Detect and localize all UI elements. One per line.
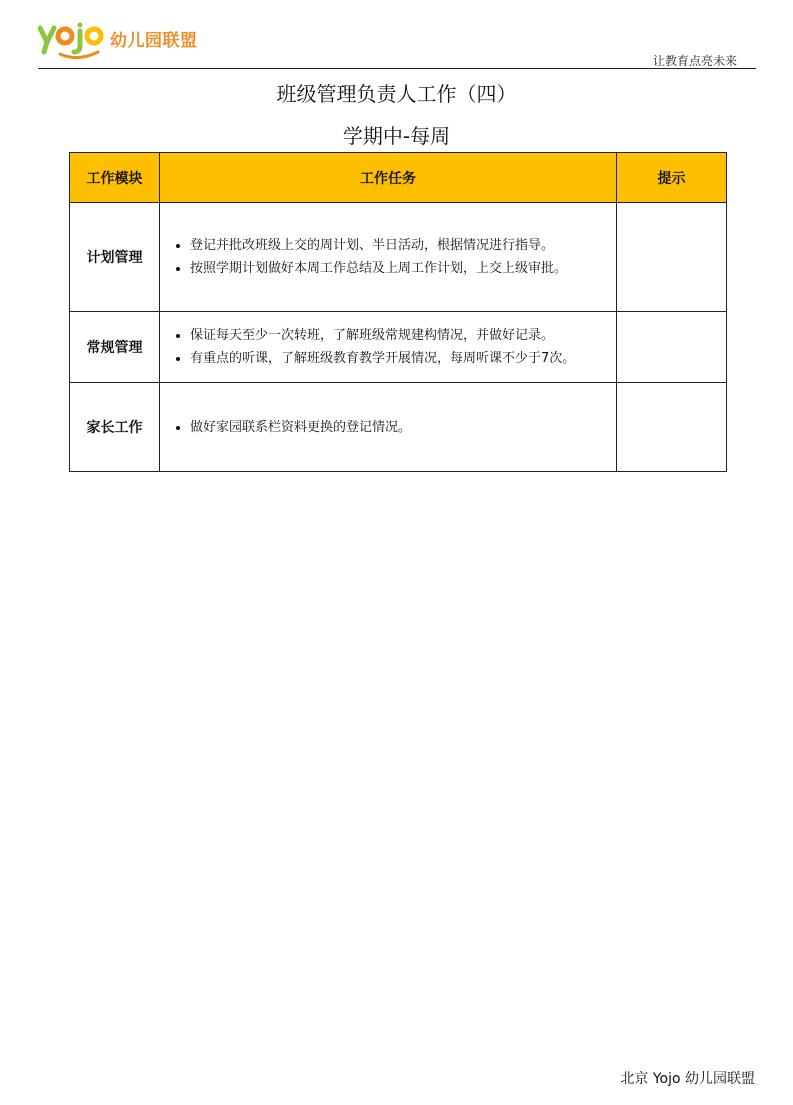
task-item: • 有重点的听课，了解班级教育教学开展情况，每周听课不少于7次。 (190, 347, 616, 370)
column-header-module: 工作模块 (70, 153, 160, 203)
task-item: • 保证每天至少一次转班，了解班级常规建构情况，并做好记录。 (190, 324, 616, 347)
task-item: • 按照学期计划做好本周工作总结及上周工作计划，上交上级审批。 (190, 257, 616, 280)
work-table (69, 152, 727, 472)
task-list (160, 416, 616, 439)
header-divider (38, 68, 756, 69)
page-title: 班级管理负责人工作（四） (276, 82, 517, 106)
table-row (70, 312, 727, 383)
task-list (160, 234, 616, 280)
task-item: • 登记并批改班级上交的周计划、半日活动，根据情况进行指导。 (190, 234, 616, 257)
tasks-cell (160, 312, 617, 383)
page-subtitle: 学期中-每周 (342, 124, 451, 148)
tip-cell (617, 312, 727, 383)
tip-cell (617, 383, 727, 472)
tip-cell (617, 203, 727, 312)
task-item: • 做好家园联系栏资料更换的登记情况。 (190, 416, 616, 439)
header-slogan: 让教育点亮未来 (652, 54, 737, 68)
page-footer: 北京 Yojo 幼儿园联盟 (620, 1071, 755, 1087)
yojo-logo (38, 22, 208, 62)
column-header-tasks: 工作任务 (160, 153, 617, 203)
column-header-tips: 提示 (617, 153, 727, 203)
table-row (70, 383, 727, 472)
task-list (160, 324, 616, 370)
yojo-logo-mark (38, 22, 106, 62)
module-cell: 常规管理 (70, 312, 160, 383)
module-cell: 家长工作 (70, 383, 160, 472)
tasks-cell (160, 383, 617, 472)
logo-text: 幼儿园联盟 (110, 31, 198, 51)
table-row (70, 203, 727, 312)
module-cell: 计划管理 (70, 203, 160, 312)
tasks-cell (160, 203, 617, 312)
table-header-row (70, 153, 727, 203)
